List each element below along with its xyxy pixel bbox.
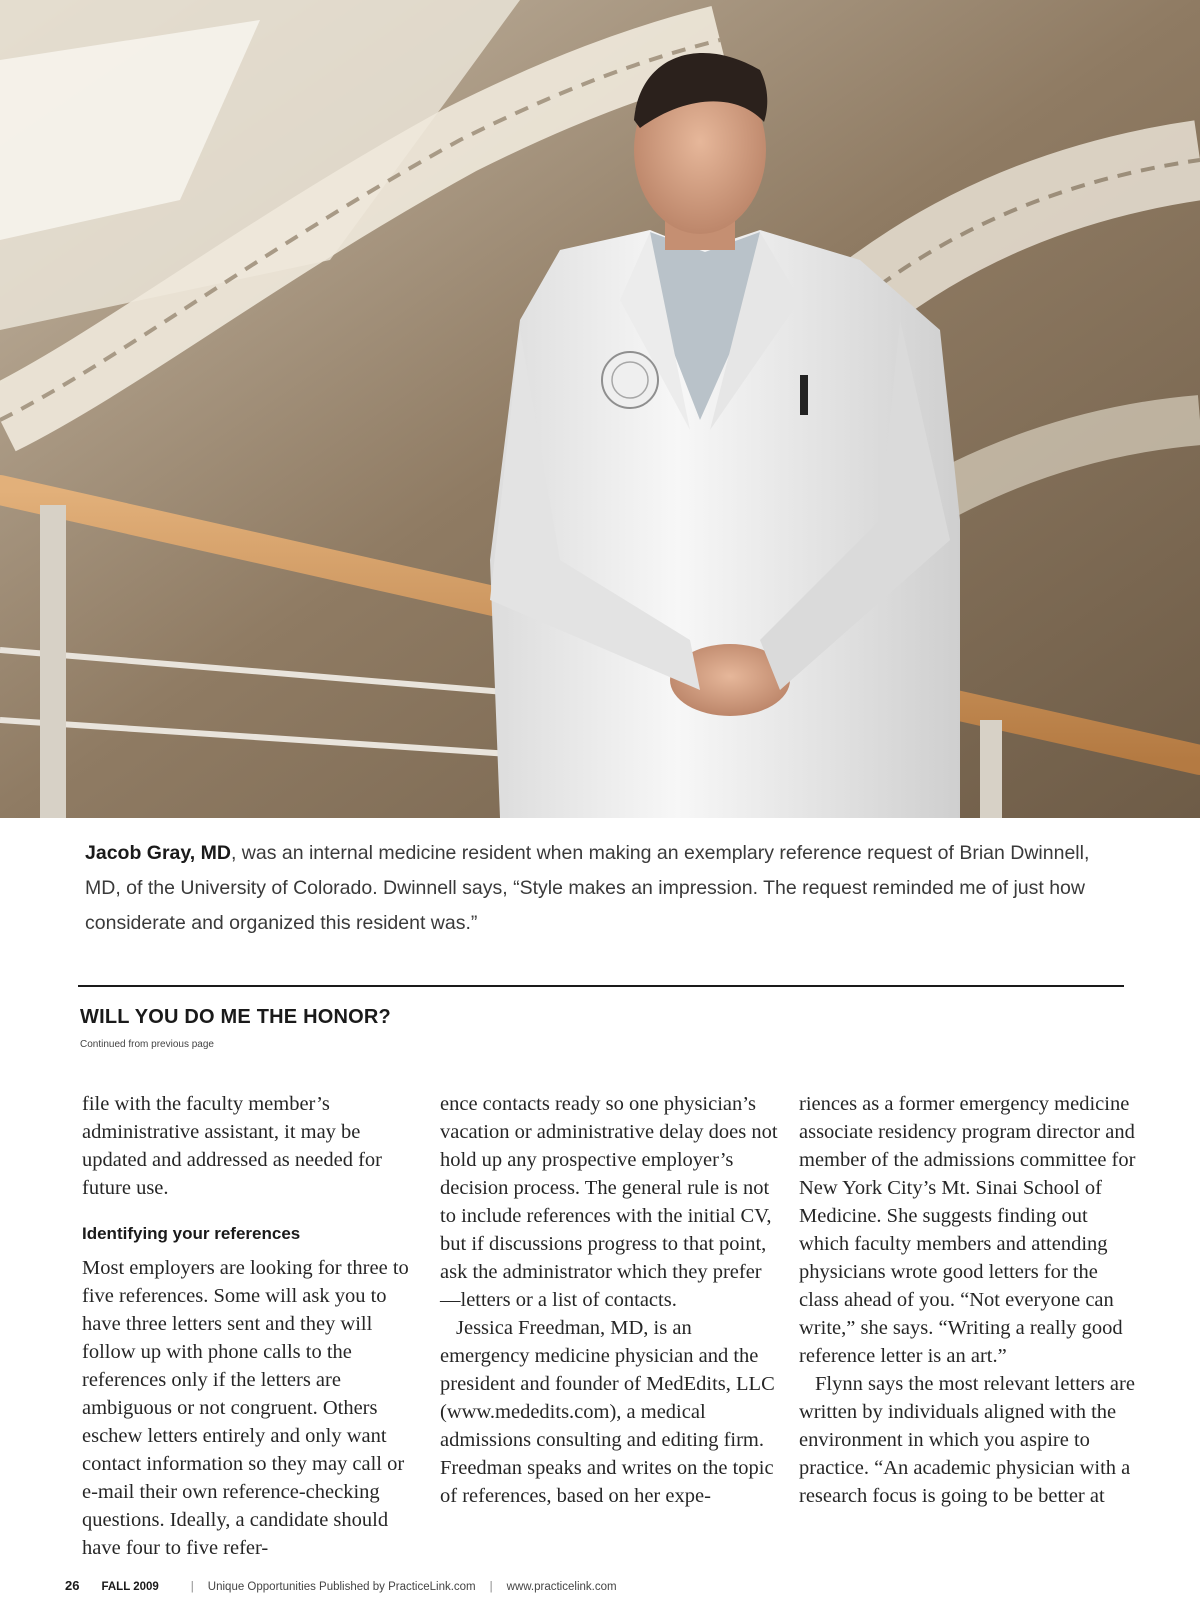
caption-text: , was an internal medicine resident when making an exemplary reference request of Brian Dwinnell, MD, of the University of Colorado. Dwinnell says, “Style makes an impression. The request reminded me of just how considerate and organized this resident was.”	[85, 842, 1090, 934]
article-column-2	[440, 1090, 782, 1510]
footer-tagline: Unique Opportunities Published by PracticeLink.com	[207, 1581, 476, 1593]
article-column-3	[799, 1090, 1141, 1510]
issue-season: FALL 2009	[101, 1581, 159, 1593]
footer-url: www.practicelink.com	[506, 1581, 617, 1593]
caption-name: Jacob Gray, MD	[85, 842, 231, 864]
footer-separator-2: |	[489, 1581, 493, 1593]
subheading: Identifying your references	[82, 1224, 301, 1243]
photo-caption	[85, 836, 1130, 941]
column-3-paragraph-2: Flynn says the most relevant letters are written by individuals aligned with the environment in which you aspire to practice. “An academic physician with a research focus is going to be better at	[799, 1373, 1135, 1507]
column-2-paragraph-1: ence contacts ready so one physician’s vacation or administrative delay does not hold up any prospective employer’s decision process. The general rule is not to include references with the initial CV, but if discussions progress to that point, ask the administrator which they prefer—letters or a list of contacts.	[440, 1093, 778, 1311]
section-divider	[78, 985, 1124, 987]
article-title: WILL YOU DO ME THE HONOR?	[80, 1006, 391, 1028]
column-1-paragraph-2: Most employers are looking for three to five references. Some will ask you to have three letters sent and they will follow up with phone calls to the references only if the letters are ambiguous or not congruent. Others eschew letters entirely and only want contact information so they may call or e-mail their own reference-checking questions. Ideally, a candidate should have four to five refer-	[82, 1257, 409, 1559]
column-1-paragraph-1: file with the faculty member’s administrative assistant, it may be updated and addressed as needed for future use.	[82, 1093, 382, 1199]
column-3-paragraph-1: riences as a former emergency medicine associate residency program director and member of the admissions committee for New York City’s Mt. Sinai School of Medicine. She suggests finding out which faculty members and attending physicians wrote good letters for the class ahead of you. “Not everyone can write,” she says. “Writing a really good reference letter is an art.”	[799, 1093, 1136, 1367]
continued-note: Continued from previous page	[80, 1039, 214, 1050]
column-2-paragraph-2: Jessica Freedman, MD, is an emergency medicine physician and the president and founder of MedEdits, LLC (www.mededits.com), a medical admissions consulting and editing firm. Freedman speaks and writes on the topic of references, based on her expe-	[440, 1317, 775, 1507]
page-footer	[65, 1578, 617, 1593]
page-number: 26	[65, 1578, 80, 1593]
footer-separator-1: |	[190, 1581, 194, 1593]
article-column-1	[82, 1090, 424, 1562]
